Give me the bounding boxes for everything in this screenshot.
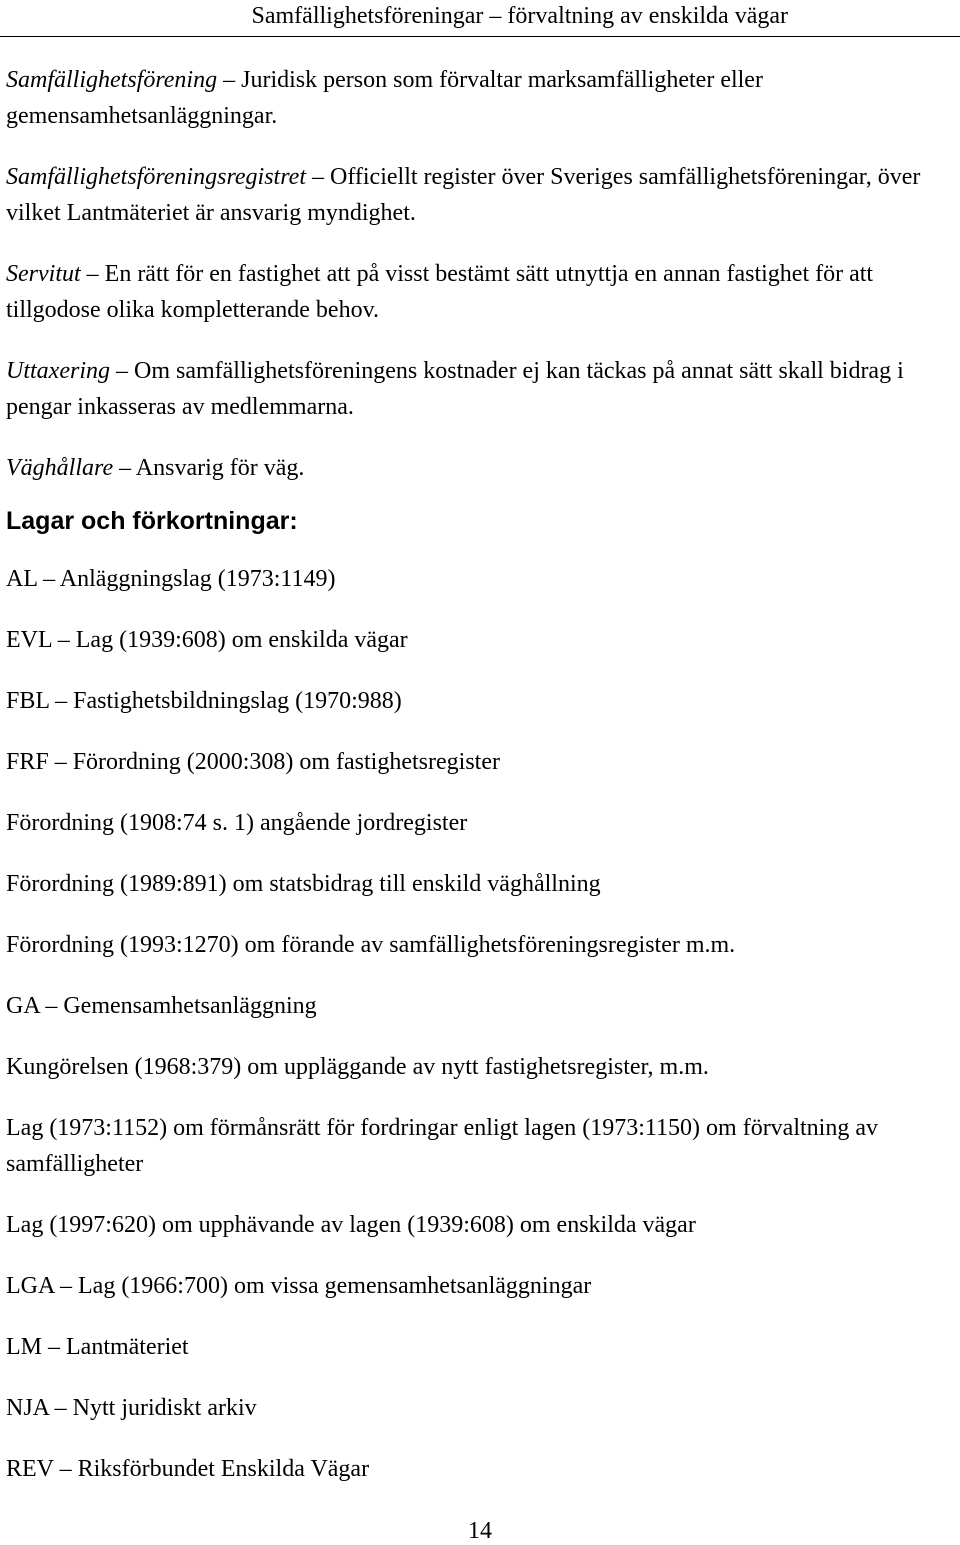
definition-list	[6, 62, 954, 486]
definition-dash: –	[115, 358, 128, 384]
definition-item	[6, 353, 954, 425]
abbreviation-item: FBL – Fastighetsbildningslag (1970:988)	[6, 688, 402, 714]
abbreviation-item: EVL – Lag (1939:608) om enskilda vägar	[6, 627, 408, 653]
page-number: 14	[468, 1518, 492, 1544]
section-heading: Lagar och förkortningar:	[6, 507, 298, 535]
abbreviation-item: Förordning (1989:891) om statsbidrag till enskild väghållning	[6, 871, 601, 897]
definition-term: Väghållare	[6, 455, 114, 481]
definition-dash: –	[86, 261, 99, 287]
abbreviation-item: FRF – Förordning (2000:308) om fastighetsregister	[6, 749, 500, 775]
definition-term: Samfällighetsförening	[6, 67, 218, 93]
definition-item	[6, 62, 954, 134]
abbreviation-item: LM – Lantmäteriet	[6, 1334, 189, 1360]
abbreviation-item: Förordning (1908:74 s. 1) angående jordregister	[6, 810, 468, 836]
abbreviation-list	[6, 561, 954, 1487]
abbreviation-item: REV – Riksförbundet Enskilda Vägar	[6, 1456, 370, 1482]
page-header	[0, 0, 960, 37]
definition-text: En rätt för en fastighet att på visst bestämt sätt utnyttja en annan fastighet för att tillgodose olika kompletterande behov.	[6, 261, 874, 323]
definition-text: Juridisk person som förvaltar marksamfälligheter eller gemensamhetsanläggningar.	[6, 67, 763, 129]
abbreviation-item: Kungörelsen (1968:379) om uppläggande av nytt fastighetsregister, m.m.	[6, 1054, 709, 1080]
definition-term: Uttaxering	[6, 358, 110, 384]
definition-text: Om samfällighetsföreningens kostnader ej kan täckas på annat sätt skall bidrag i pengar inkasseras av medlemmarna.	[6, 358, 904, 420]
definition-item	[6, 450, 954, 486]
definition-item	[6, 159, 954, 231]
document-body	[6, 62, 954, 1512]
abbreviation-item: Lag (1973:1152) om förmånsrätt för fordringar enligt lagen (1973:1150) om förvaltning av samfälligheter	[6, 1115, 878, 1177]
abbreviation-item: Lag (1997:620) om upphävande av lagen (1939:608) om enskilda vägar	[6, 1212, 696, 1238]
definition-item	[6, 256, 954, 328]
definition-dash: –	[223, 67, 236, 93]
abbreviation-item: GA – Gemensamhetsanläggning	[6, 993, 317, 1019]
abbreviation-item: Förordning (1993:1270) om förande av samfällighetsföreningsregister m.m.	[6, 932, 736, 958]
abbreviation-item: AL – Anläggningslag (1973:1149)	[6, 566, 336, 592]
running-header-title: Samfällighetsföreningar – förvaltning av enskilda vägar	[251, 3, 788, 29]
definition-text: Officiellt register över Sveriges samfällighetsföreningar, över vilket Lantmäteriet är ansvarig myndighet.	[6, 164, 921, 226]
definition-dash: –	[119, 455, 132, 481]
definition-dash: –	[312, 164, 324, 190]
abbreviation-item: LGA – Lag (1966:700) om vissa gemensamhetsanläggningar	[6, 1273, 592, 1299]
abbreviation-item: NJA – Nytt juridiskt arkiv	[6, 1395, 257, 1421]
definition-term: Samfällighetsföreningsregistret	[6, 164, 306, 190]
definition-text: Ansvarig för väg.	[135, 455, 305, 481]
definition-term: Servitut	[6, 261, 81, 287]
